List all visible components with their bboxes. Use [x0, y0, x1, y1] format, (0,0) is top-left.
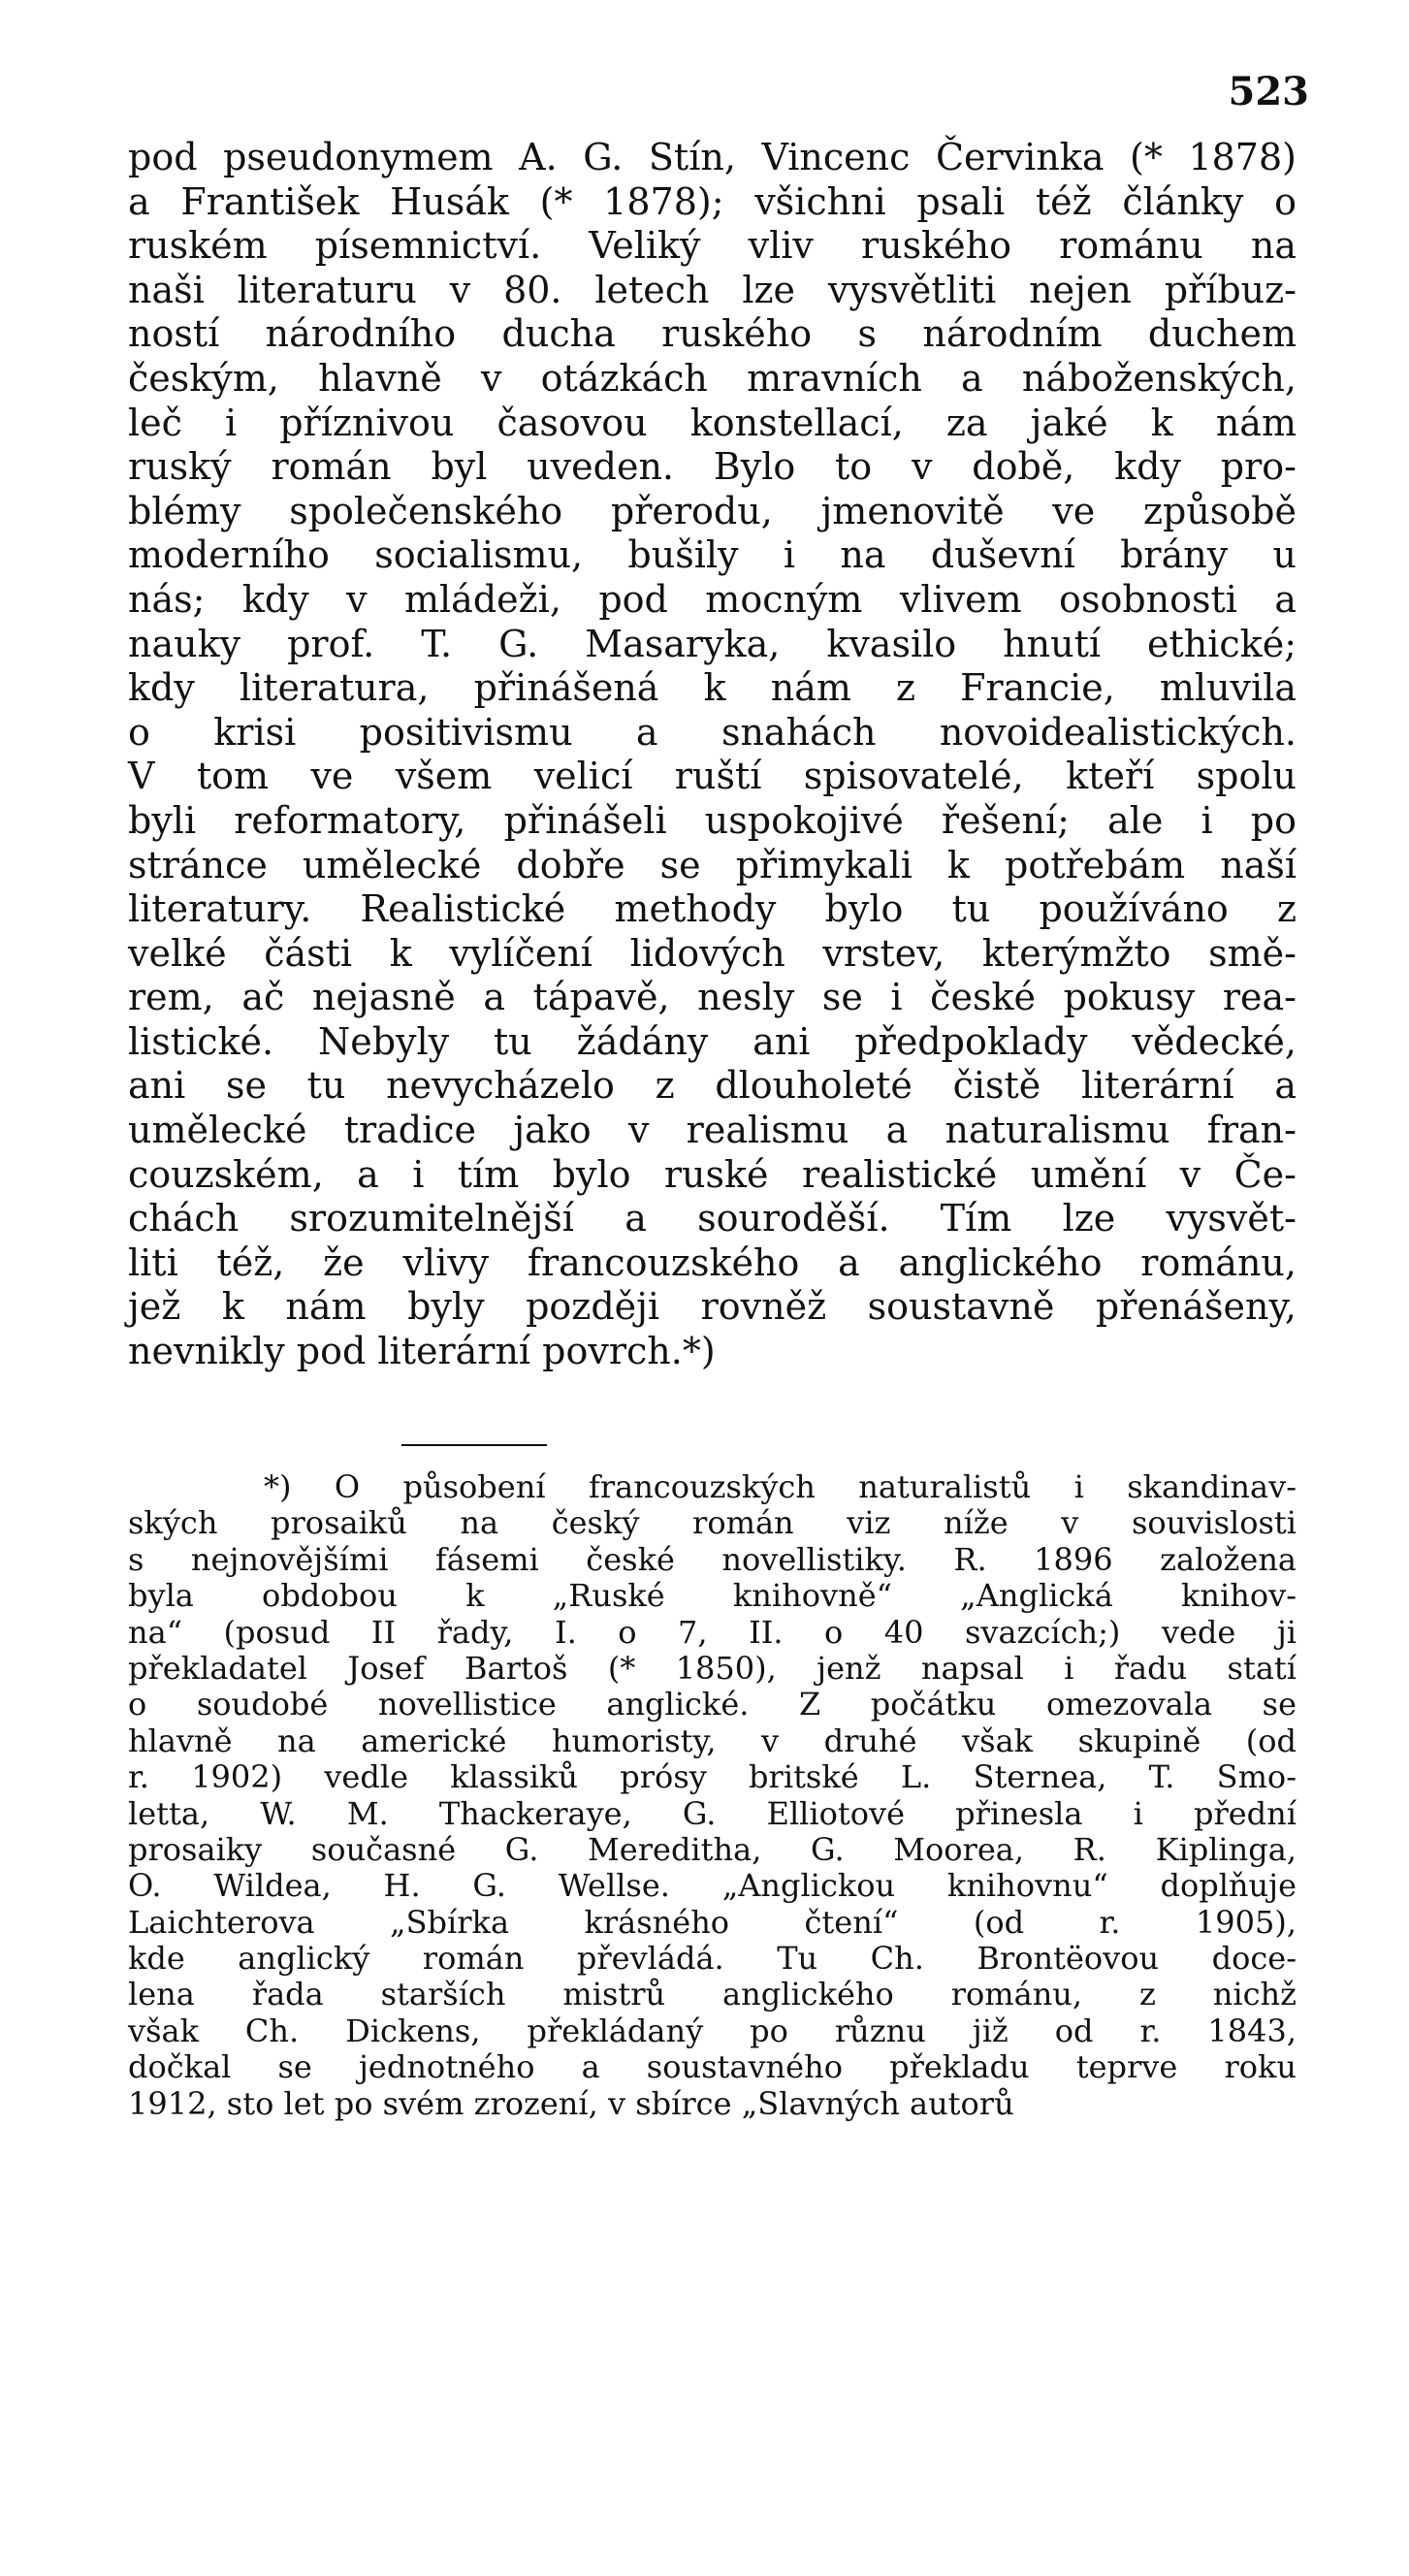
text-line: ani se tu nevycházelo z dlouholeté čistě literární a	[128, 1064, 1297, 1108]
footnote-line: O. Wildea, H. G. Wellse. „Anglickou knihovnu“ doplňuje	[128, 1867, 1297, 1905]
footnote-line: s nejnovějšími fásemi české novellistiky. R. 1896 založena	[128, 1540, 1297, 1578]
text-line: a František Husák (* 1878); všichni psali též články o	[128, 179, 1297, 223]
footnote-line: hlavně na americké humoristy, v druhé však skupině (od	[128, 1722, 1297, 1759]
footnote-line: letta, W. M. Thackeraye, G. Elliotové přinesla i přední	[128, 1794, 1297, 1832]
footnote-line: lena řada starších mistrů anglického románu, z nichž	[128, 1976, 1297, 2013]
text-line: kdy literatura, přinášená k nám z Francie, mluvila	[128, 666, 1297, 710]
footnote	[128, 1469, 1297, 2122]
text-line: umělecké tradice jako v realismu a naturalismu fran-	[128, 1109, 1297, 1152]
footnote-line: kde anglický román převládá. Tu Ch. Brontëovou doce-	[128, 1940, 1297, 1978]
page-number: 523	[1228, 69, 1309, 114]
text-line: literatury. Realistické methody bylo tu používáno z	[128, 887, 1297, 931]
footnote-line: o soudobé novellistice anglické. Z počátku omezovala se	[128, 1686, 1297, 1723]
text-line: ností národního ducha ruského s národním duchem	[128, 312, 1297, 356]
footnote-line: r. 1902) vedle klassiků prósy britské L. Sternea, T. Smo-	[128, 1758, 1297, 1796]
text-line: blémy společenského přerodu, jmenovitě ve způsobě	[128, 489, 1297, 532]
text-line: moderního socialismu, bušily i na duševní brány u	[128, 533, 1297, 577]
footnote-line: byla obdobou k „Ruské knihovně“ „Anglická knihov-	[128, 1577, 1297, 1615]
main-text	[128, 136, 1297, 1374]
footnote-line: 1912, sto let po svém zrození, v sbírce „Slavných autorů	[128, 2084, 1014, 2122]
text-line: ruský román byl uveden. Bylo to v době, kdy pro-	[128, 445, 1297, 489]
footnote-line: Laichterova „Sbírka krásného čtení“ (od r. 1905),	[128, 1903, 1297, 1941]
text-line: pod pseudonymem A. G. Stín, Vincenc Červinka (* 1878)	[128, 136, 1297, 178]
text-line: stránce umělecké dobře se přimykali k potřebám naší	[128, 843, 1297, 886]
footnote-line: dočkal se jednotného a soustavného překladu teprve roku	[128, 2048, 1297, 2086]
text-line: listické. Nebyly tu žádány ani předpoklady vědecké,	[128, 1019, 1297, 1063]
text-line: leč i příznivou časovou konstellací, za jaké k nám	[128, 401, 1297, 444]
text-line: couzském, a i tím bylo ruské realistické umění v Če-	[128, 1152, 1297, 1196]
text-line: chách srozumitelnější a souroděší. Tím lze vysvět-	[128, 1197, 1297, 1240]
text-line: naši literaturu v 80. letech lze vysvětliti nejen příbuz-	[128, 268, 1297, 311]
text-line: velké části k vylíčení lidových vrstev, kterýmžto smě-	[128, 931, 1297, 975]
footnote-line: však Ch. Dickens, překládaný po různu již od r. 1843,	[128, 2012, 1297, 2049]
text-line: ruském písemnictví. Veliký vliv ruského románu na	[128, 224, 1297, 268]
footnote-line: překladatel Josef Bartoš (* 1850), jenž napsal i řadu statí	[128, 1649, 1297, 1687]
footnote-line	[128, 1469, 1297, 1505]
text-line: V tom ve všem velicí ruští spisovatelé, kteří spolu	[128, 755, 1297, 798]
text-line: českým, hlavně v otázkách mravních a náboženských,	[128, 356, 1297, 400]
text-line: o krisi positivismu a snahách novoidealistických.	[128, 710, 1297, 754]
text-line: nás; kdy v mládeži, pod mocným vlivem osobnosti a	[128, 577, 1297, 621]
footnote-line: na“ (posud II řady, I. o 7, II. o 40 svazcích;) vede ji	[128, 1613, 1297, 1651]
text-line: nauky prof. T. G. Masaryka, kvasilo hnutí ethické;	[128, 622, 1297, 665]
footnote-line: prosaiky současné G. Mereditha, G. Moorea, R. Kiplinga,	[128, 1830, 1297, 1868]
text-line: liti též, že vlivy francouzského a anglického románu,	[128, 1240, 1297, 1284]
text-line: nevnikly pod literární povrch.*)	[128, 1330, 716, 1373]
text-line: jež k nám byly později rovněž soustavně přenášeny,	[128, 1285, 1297, 1329]
text-line: rem, ač nejasně a tápavě, nesly se i české pokusy rea-	[128, 976, 1297, 1019]
footnote-divider	[401, 1444, 547, 1446]
footnote-line: ských prosaiků na český román viz níže v souvislosti	[128, 1504, 1297, 1542]
footnote-line-text: O působení francouzských naturalistů i skandinav-	[334, 1468, 1297, 1505]
footnote-marker: *)	[264, 1468, 292, 1505]
text-line: byli reformatory, přinášeli uspokojivé řešení; ale i po	[128, 798, 1297, 842]
